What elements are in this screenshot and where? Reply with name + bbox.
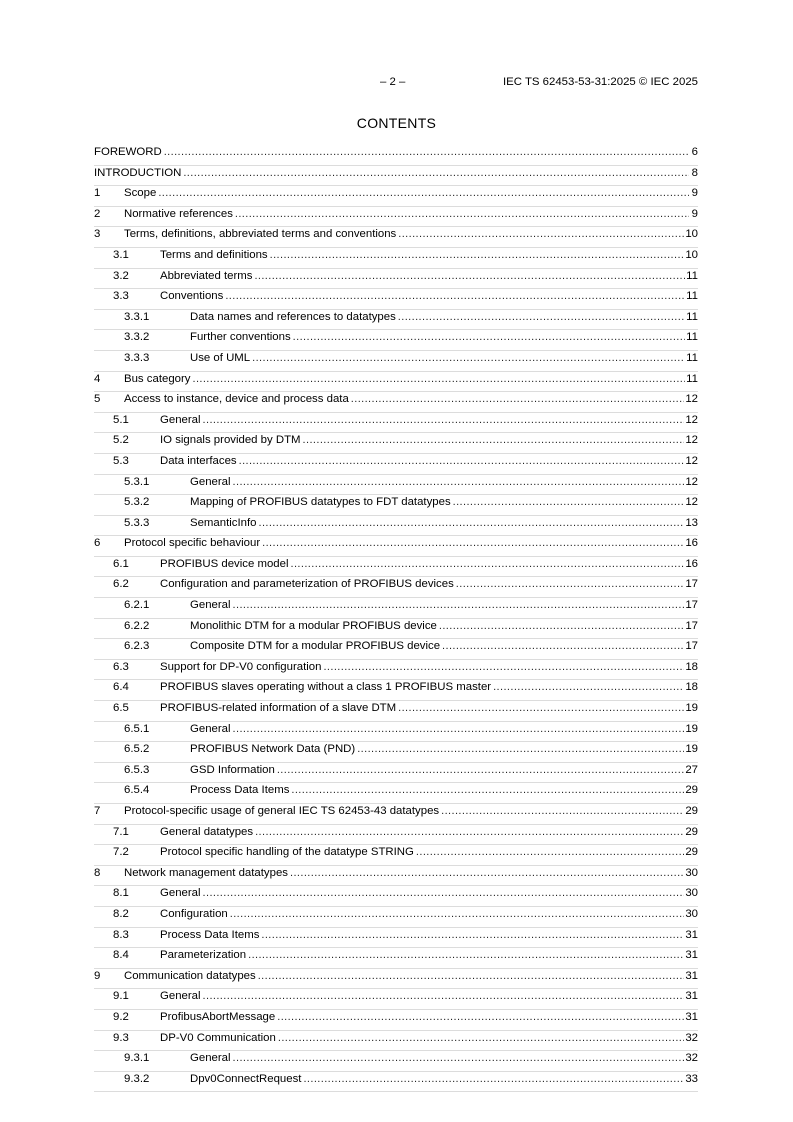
toc-entry[interactable] bbox=[94, 763, 698, 784]
toc-entry-page: 11 bbox=[686, 372, 698, 385]
toc-entry-number: 3.3 bbox=[113, 290, 129, 303]
toc-entry-number: 3.3.1 bbox=[124, 310, 150, 323]
dot-leader bbox=[357, 742, 684, 756]
toc-entry[interactable] bbox=[94, 845, 698, 866]
page-header bbox=[94, 76, 698, 92]
toc-entry-title: Use of UML bbox=[190, 351, 251, 364]
dot-leader bbox=[398, 227, 684, 241]
toc-entry[interactable] bbox=[94, 783, 698, 804]
toc-entry-page: 11 bbox=[686, 310, 698, 323]
toc-entry-title: Access to instance, device and process data bbox=[124, 393, 349, 406]
toc-entry-page: 30 bbox=[685, 887, 698, 900]
dot-leader bbox=[416, 845, 684, 859]
toc-entry-title: Data interfaces bbox=[160, 454, 237, 467]
toc-entry[interactable] bbox=[94, 639, 698, 660]
toc-entry-page: 13 bbox=[685, 516, 698, 529]
toc-entry-title: Conventions bbox=[160, 290, 224, 303]
toc-entry[interactable] bbox=[94, 269, 698, 290]
toc-entry-page: 31 bbox=[685, 969, 698, 982]
toc-entry-page: 9 bbox=[691, 207, 698, 220]
toc-entry-number: 8.3 bbox=[113, 928, 129, 941]
toc-entry-title: INTRODUCTION bbox=[94, 166, 182, 179]
toc-entry[interactable] bbox=[94, 475, 698, 496]
toc-entry-number: 9.2 bbox=[113, 1010, 129, 1023]
toc-entry-page: 18 bbox=[685, 681, 698, 694]
toc-entry-number: 9.3.1 bbox=[124, 1052, 150, 1065]
toc-entry[interactable] bbox=[94, 989, 698, 1010]
toc-entry-title: Communication datatypes bbox=[124, 969, 256, 982]
dot-leader bbox=[262, 536, 684, 550]
toc-entry-number: 6.5.1 bbox=[124, 722, 150, 735]
dot-leader bbox=[235, 207, 689, 221]
toc-entry-page: 11 bbox=[686, 269, 698, 282]
toc-entry[interactable] bbox=[94, 145, 698, 166]
dot-leader bbox=[442, 639, 684, 653]
dot-leader bbox=[254, 269, 685, 283]
toc-entry-page: 12 bbox=[685, 413, 698, 426]
dot-leader bbox=[258, 516, 684, 530]
toc-entry-number: 4 bbox=[94, 372, 101, 385]
toc-entry[interactable] bbox=[94, 969, 698, 990]
dot-leader bbox=[248, 948, 684, 962]
toc-entry-page: 16 bbox=[685, 557, 698, 570]
toc-entry-page: 17 bbox=[685, 599, 698, 612]
toc-entry[interactable] bbox=[94, 577, 698, 598]
toc-entry-title: Monolithic DTM for a modular PROFIBUS device bbox=[190, 619, 437, 632]
toc-entry-page: 11 bbox=[686, 351, 698, 364]
toc-entry[interactable] bbox=[94, 536, 698, 557]
toc-entry[interactable] bbox=[94, 1010, 698, 1031]
toc-entry[interactable] bbox=[94, 310, 698, 331]
toc-entry-page: 27 bbox=[685, 763, 698, 776]
toc-entry[interactable] bbox=[94, 804, 698, 825]
toc-entry-title: Protocol specific behaviour bbox=[124, 537, 261, 550]
toc-entry[interactable] bbox=[94, 289, 698, 310]
toc-entry-page: 31 bbox=[685, 1010, 698, 1023]
toc-entry-title: Support for DP-V0 configuration bbox=[160, 660, 322, 673]
toc-entry-page: 31 bbox=[685, 949, 698, 962]
toc-entry-number: 8.4 bbox=[113, 949, 129, 962]
toc-entry[interactable] bbox=[94, 433, 698, 454]
toc-entry-title: Configuration bbox=[160, 907, 228, 920]
toc-entry[interactable] bbox=[94, 166, 698, 187]
toc-entry-number: 9.1 bbox=[113, 990, 129, 1003]
toc-entry-page: 12 bbox=[685, 454, 698, 467]
dot-leader bbox=[158, 186, 689, 200]
dot-leader bbox=[291, 557, 685, 571]
dot-leader bbox=[441, 804, 684, 818]
dot-leader bbox=[270, 248, 685, 262]
toc-entry-title: PROFIBUS device model bbox=[160, 557, 289, 570]
toc-entry[interactable] bbox=[94, 1072, 698, 1093]
toc-entry-title: PROFIBUS slaves operating without a class 1 PROFIBUS master bbox=[160, 681, 492, 694]
page-number: – 2 – bbox=[380, 76, 406, 88]
toc-entry-number: 3.2 bbox=[113, 269, 129, 282]
toc-entry[interactable] bbox=[94, 1051, 698, 1072]
toc-entry-title: Parameterization bbox=[160, 949, 247, 962]
toc-entry-title: General bbox=[190, 1052, 231, 1065]
toc-entry[interactable] bbox=[94, 660, 698, 681]
toc-entry-title: Normative references bbox=[124, 207, 233, 220]
toc-entry[interactable] bbox=[94, 722, 698, 743]
dot-leader bbox=[203, 886, 685, 900]
toc-entry[interactable] bbox=[94, 227, 698, 248]
toc-entry-number: 6.5 bbox=[113, 702, 129, 715]
toc-entry-number: 9.3.2 bbox=[124, 1072, 150, 1085]
toc-entry-title: General bbox=[160, 990, 201, 1003]
toc-entry[interactable] bbox=[94, 680, 698, 701]
toc-entry[interactable] bbox=[94, 1031, 698, 1052]
toc-entry-page: 29 bbox=[685, 846, 698, 859]
dot-leader bbox=[255, 825, 684, 839]
toc-entry-number: 7.2 bbox=[113, 846, 129, 859]
toc-entry[interactable] bbox=[94, 495, 698, 516]
toc-entry-title: FOREWORD bbox=[94, 146, 162, 158]
dot-leader bbox=[203, 413, 685, 427]
toc-entry-number: 6.5.2 bbox=[124, 743, 150, 756]
dot-leader bbox=[303, 433, 685, 447]
toc-entry-title: Bus category bbox=[124, 372, 191, 385]
dot-leader bbox=[291, 783, 684, 797]
dot-leader bbox=[239, 454, 685, 468]
toc-entry-page: 17 bbox=[685, 578, 698, 591]
toc-entry-title: General bbox=[190, 475, 231, 488]
toc-entry-number: 5.3.2 bbox=[124, 496, 150, 509]
dot-leader bbox=[351, 392, 685, 406]
toc-entry-page: 30 bbox=[685, 866, 698, 879]
toc-entry[interactable] bbox=[94, 866, 698, 887]
dot-leader bbox=[398, 310, 685, 324]
toc-entry-number: 2 bbox=[94, 207, 101, 220]
toc-entry-number: 6.2.2 bbox=[124, 619, 150, 632]
toc-entry-title: Configuration and parameterization of PROFIBUS devices bbox=[160, 578, 454, 591]
toc-entry-number: 6.2.1 bbox=[124, 599, 150, 612]
toc-entry-page: 11 bbox=[686, 290, 698, 303]
toc-entry[interactable] bbox=[94, 886, 698, 907]
toc-entry-number: 6.2 bbox=[113, 578, 129, 591]
dot-leader bbox=[398, 701, 684, 715]
toc-entry-title: DP-V0 Communication bbox=[160, 1031, 276, 1044]
toc-entry-page: 12 bbox=[685, 434, 698, 447]
dot-leader bbox=[277, 1010, 684, 1024]
toc-entry-title: General datatypes bbox=[160, 825, 254, 838]
toc-entry[interactable] bbox=[94, 351, 698, 372]
toc-entry-title: Abbreviated terms bbox=[160, 269, 253, 282]
dot-leader bbox=[183, 166, 689, 180]
toc-entry[interactable] bbox=[94, 619, 698, 640]
toc-entry-number: 8 bbox=[94, 866, 101, 879]
toc-entry-title: Terms and definitions bbox=[160, 248, 268, 261]
toc-entry-number: 8.2 bbox=[113, 907, 129, 920]
toc-entry-number: 7 bbox=[94, 805, 101, 817]
table-of-contents bbox=[94, 145, 698, 1092]
toc-entry-title: IO signals provided by DTM bbox=[160, 434, 301, 447]
dot-leader bbox=[192, 372, 685, 386]
toc-entry-number: 5.3.3 bbox=[124, 516, 150, 529]
dot-leader bbox=[225, 289, 685, 303]
dot-leader bbox=[290, 866, 684, 880]
toc-entry-page: 18 bbox=[685, 660, 698, 673]
toc-entry-page: 31 bbox=[685, 990, 698, 1003]
dot-leader bbox=[230, 907, 685, 921]
toc-entry-title: ProfibusAbortMessage bbox=[160, 1010, 276, 1023]
toc-entry-title: Scope bbox=[124, 187, 157, 200]
toc-entry-number: 6.1 bbox=[113, 557, 129, 570]
toc-entry-title: Dpv0ConnectRequest bbox=[190, 1072, 302, 1085]
toc-entry-number: 5.2 bbox=[113, 434, 129, 447]
toc-entry-title: Data names and references to datatypes bbox=[190, 310, 396, 323]
dot-leader bbox=[439, 619, 684, 633]
dot-leader bbox=[277, 763, 684, 777]
dot-leader bbox=[278, 1031, 684, 1045]
toc-entry[interactable] bbox=[94, 516, 698, 537]
toc-entry-number: 9.3 bbox=[113, 1031, 129, 1044]
toc-entry-page: 32 bbox=[685, 1031, 698, 1044]
toc-entry-page: 19 bbox=[685, 702, 698, 715]
toc-entry-title: General bbox=[190, 599, 231, 612]
dot-leader bbox=[258, 969, 685, 983]
toc-entry-title: Protocol specific handling of the datatype STRING bbox=[160, 846, 414, 859]
toc-entry[interactable] bbox=[94, 557, 698, 578]
toc-entry[interactable] bbox=[94, 186, 698, 207]
dot-leader bbox=[233, 475, 685, 489]
toc-entry-number: 3 bbox=[94, 228, 101, 241]
dot-leader bbox=[203, 989, 685, 1003]
toc-entry[interactable] bbox=[94, 454, 698, 475]
toc-entry-page: 17 bbox=[685, 619, 698, 632]
toc-entry-page: 9 bbox=[691, 187, 698, 200]
toc-entry-page: 10 bbox=[685, 228, 698, 241]
dot-leader bbox=[261, 928, 684, 942]
toc-entry-number: 5.3.1 bbox=[124, 475, 150, 488]
toc-entry[interactable] bbox=[94, 413, 698, 434]
dot-leader bbox=[293, 330, 686, 344]
toc-entry-number: 6.2.3 bbox=[124, 640, 150, 653]
toc-entry-number: 3.1 bbox=[113, 248, 129, 261]
toc-entry-number: 7.1 bbox=[113, 825, 129, 838]
toc-entry-number: 5.3 bbox=[113, 454, 129, 467]
toc-entry-number: 5.1 bbox=[113, 413, 129, 426]
toc-entry-page: 33 bbox=[685, 1072, 698, 1085]
dot-leader bbox=[233, 1051, 685, 1065]
toc-entry-page: 30 bbox=[685, 907, 698, 920]
toc-entry-number: 6.5.4 bbox=[124, 784, 150, 797]
toc-entry-page: 12 bbox=[685, 475, 698, 488]
toc-entry-title: GSD Information bbox=[190, 763, 275, 776]
toc-entry-page: 31 bbox=[685, 928, 698, 941]
toc-entry[interactable] bbox=[94, 392, 698, 413]
toc-entry-page: 17 bbox=[685, 640, 698, 653]
toc-entry-number: 3.3.3 bbox=[124, 351, 150, 364]
toc-entry[interactable] bbox=[94, 598, 698, 619]
toc-entry[interactable] bbox=[94, 948, 698, 969]
toc-entry-page: 11 bbox=[686, 331, 698, 344]
toc-entry[interactable] bbox=[94, 330, 698, 351]
toc-entry[interactable] bbox=[94, 907, 698, 928]
toc-entry-number: 6.5.3 bbox=[124, 763, 150, 776]
toc-entry-number: 8.1 bbox=[113, 887, 129, 900]
toc-entry-title: Protocol-specific usage of general IEC TS 62453-43 datatypes bbox=[124, 805, 440, 817]
toc-entry-page: 10 bbox=[685, 248, 698, 261]
toc-entry[interactable] bbox=[94, 701, 698, 722]
toc-entry-number: 6.4 bbox=[113, 681, 129, 694]
document-id: IEC TS 62453-53-31:2025 © IEC 2025 bbox=[503, 76, 698, 88]
toc-entry-title: Mapping of PROFIBUS datatypes to FDT datatypes bbox=[190, 496, 451, 509]
dot-leader bbox=[453, 495, 685, 509]
dot-leader bbox=[252, 351, 685, 365]
toc-entry[interactable] bbox=[94, 825, 698, 846]
dot-leader bbox=[323, 660, 684, 674]
toc-entry-number: 9 bbox=[94, 969, 101, 982]
toc-entry-page: 16 bbox=[685, 537, 698, 550]
toc-entry-page: 29 bbox=[685, 805, 698, 817]
toc-entry-number: 1 bbox=[94, 187, 101, 200]
toc-entry-page: 19 bbox=[685, 743, 698, 756]
toc-entry-title: PROFIBUS-related information of a slave DTM bbox=[160, 702, 397, 715]
toc-entry[interactable] bbox=[94, 207, 698, 228]
toc-entry-page: 29 bbox=[685, 825, 698, 838]
toc-entry-number: 5 bbox=[94, 393, 101, 406]
dot-leader bbox=[303, 1072, 684, 1086]
toc-entry-page: 6 bbox=[691, 146, 698, 158]
toc-entry-title: Terms, definitions, abbreviated terms and conventions bbox=[124, 228, 397, 241]
toc-entry[interactable] bbox=[94, 928, 698, 949]
toc-entry-title: Further conventions bbox=[190, 331, 291, 344]
dot-leader bbox=[233, 598, 685, 612]
toc-entry-title: General bbox=[160, 887, 201, 900]
toc-entry-page: 32 bbox=[685, 1052, 698, 1065]
toc-entry-page: 12 bbox=[685, 393, 698, 406]
toc-entry-title: General bbox=[160, 413, 201, 426]
toc-entry-page: 29 bbox=[685, 784, 698, 797]
toc-entry-title: Composite DTM for a modular PROFIBUS device bbox=[190, 640, 441, 653]
dot-leader bbox=[233, 722, 685, 736]
toc-entry-title: PROFIBUS Network Data (PND) bbox=[190, 743, 356, 756]
toc-entry-number: 3.3.2 bbox=[124, 331, 150, 344]
toc-entry-number: 6.3 bbox=[113, 660, 129, 673]
page-title: CONTENTS bbox=[356, 115, 437, 131]
toc-entry-title: Process Data Items bbox=[160, 928, 260, 941]
toc-entry-page: 8 bbox=[691, 166, 698, 179]
toc-entry-title: Process Data Items bbox=[190, 784, 290, 797]
dot-leader bbox=[164, 145, 689, 159]
toc-entry[interactable] bbox=[94, 248, 698, 269]
toc-entry-number: 6 bbox=[94, 537, 101, 550]
toc-entry-page: 19 bbox=[685, 722, 698, 735]
dot-leader bbox=[493, 680, 684, 694]
toc-entry-title: Network management datatypes bbox=[124, 866, 288, 879]
toc-entry-title: SemanticInfo bbox=[190, 516, 257, 529]
toc-entry-page: 12 bbox=[685, 496, 698, 509]
toc-entry[interactable] bbox=[94, 372, 698, 393]
toc-entry-title: General bbox=[190, 722, 231, 735]
toc-entry[interactable] bbox=[94, 742, 698, 763]
dot-leader bbox=[456, 577, 685, 591]
